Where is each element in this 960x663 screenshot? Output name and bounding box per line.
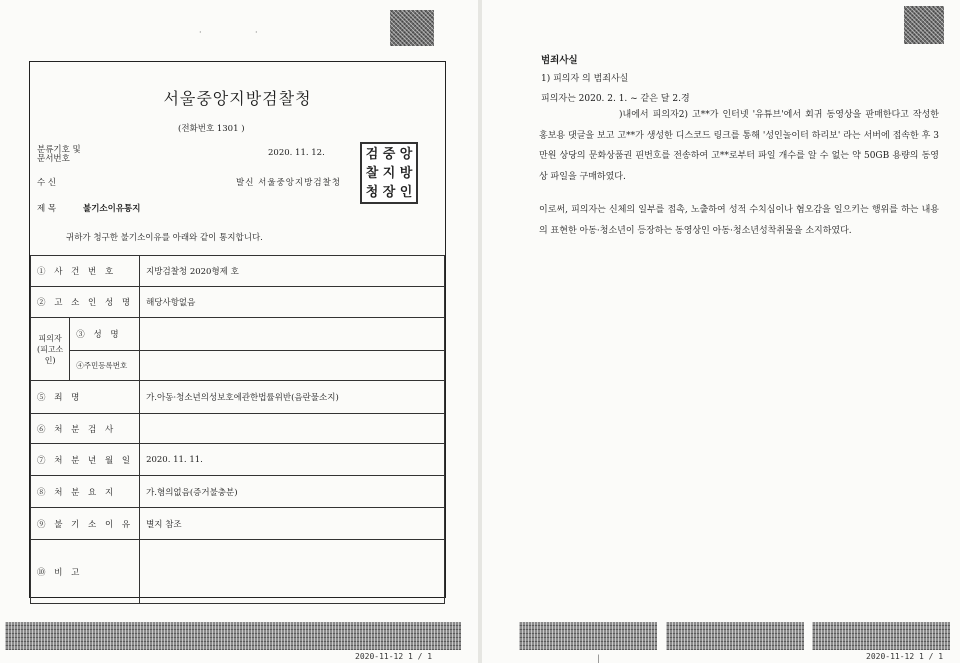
table-row bbox=[31, 287, 445, 318]
complainant-label: ② 고 소 인 성 명 bbox=[31, 287, 140, 318]
suspect-group-text: 피의자 bbox=[38, 333, 62, 343]
right-page-footer: 2020-11-12 1 / 1 bbox=[866, 652, 944, 661]
redacted-footer-band bbox=[5, 622, 461, 650]
seal-character: 검 bbox=[365, 147, 379, 162]
suspect-group-label bbox=[31, 318, 70, 381]
seal-character: 방 bbox=[399, 166, 413, 181]
recipient-label: 수 신 bbox=[37, 178, 57, 188]
facts-line-1: 1) 피의자 의 범죄사실 bbox=[541, 74, 629, 84]
disposition-summary-value: 가.혐의없음(증거불충분) bbox=[140, 476, 445, 508]
notice-form bbox=[29, 61, 446, 598]
table-row bbox=[31, 414, 445, 444]
intro-text: 귀하가 청구한 불기소이유를 아래와 같이 통지합니다. bbox=[66, 233, 263, 243]
suspect-name-value bbox=[140, 318, 445, 351]
redaction-stamp bbox=[390, 10, 434, 46]
table-row bbox=[31, 256, 445, 287]
charge-label: ⑤ 죄 명 bbox=[31, 381, 140, 414]
seal-character: 청 bbox=[365, 185, 379, 200]
complainant-value: 해당사항없음 bbox=[140, 287, 445, 318]
table-row bbox=[31, 508, 445, 540]
seal-character: 중 bbox=[382, 147, 396, 162]
redacted-footer-band bbox=[519, 622, 657, 650]
suspect-group-subtext: (피고소인) bbox=[36, 344, 64, 365]
table-row bbox=[31, 444, 445, 476]
disposition-summary-label: ⑧ 처 분 요 지 bbox=[31, 476, 140, 508]
seal-character: 인 bbox=[399, 185, 413, 200]
subject-value: 불기소이유통지 bbox=[83, 204, 141, 214]
official-seal bbox=[360, 142, 418, 204]
office-title: 서울중앙지방검찰청 bbox=[163, 89, 312, 108]
facts-paragraph-2: 이로써, 피의자는 신체의 일부를 접촉, 노출하여 성적 수치심이나 혐오감을 일으키는 행위를 하는 내용의 표현한 아동·청소년이 등장하는 동영상인 아동·청소년성착취물을 소지하였다. bbox=[539, 205, 939, 236]
info-table bbox=[30, 255, 445, 604]
redacted-footer-band bbox=[666, 622, 804, 650]
seal-character: 찰 bbox=[365, 166, 379, 181]
table-row bbox=[31, 540, 445, 604]
disposition-date-label: ⑦ 처 분 년 월 일 bbox=[31, 444, 140, 476]
seal-character: 지 bbox=[382, 166, 396, 181]
table-row bbox=[31, 318, 445, 351]
table-row bbox=[31, 476, 445, 508]
suspect-id-value bbox=[140, 351, 445, 381]
table-row bbox=[31, 381, 445, 414]
suspect-id-label: ④주민등록번호 bbox=[70, 351, 140, 381]
doc-number-label bbox=[37, 146, 81, 164]
doc-date: 2020. 11. 12. bbox=[268, 148, 325, 158]
case-number-value: 지방검찰청 2020형제 호 bbox=[140, 256, 445, 287]
remarks-value bbox=[140, 540, 445, 604]
prosecutor-label: ⑥ 처 분 검 사 bbox=[31, 414, 140, 444]
reason-label: ⑨ 불 기 소 이 유 bbox=[31, 508, 140, 540]
subject-label: 제 목 bbox=[37, 204, 57, 214]
suspect-name-label: ③ 성 명 bbox=[70, 318, 140, 351]
case-number-label: ① 사 건 번 호 bbox=[31, 256, 140, 287]
scan-mark: | bbox=[597, 654, 600, 663]
facts-paragraph-1: )내에서 피의자2) 고**가 인터넷 '유튜브'에서 회귀 동영상을 판매한다고 작성한 홍보용 댓글을 보고 고**가 생성한 디스코드 링크를 통해 '성인놀이터 하리보' 라는 서버에 접속한 후 3만원 상당의 문화상품권 핀번호를 전송하여 고**로부터 파일 개수를 알 수 없는 약 50GB 용량의 동영상 파일을 구매하였다. bbox=[539, 110, 939, 182]
phone-line: (전화번호 1301 ) bbox=[178, 124, 245, 134]
reason-value: 별지 참조 bbox=[140, 508, 445, 540]
scan-mark: · bbox=[199, 28, 202, 37]
seal-character: 장 bbox=[382, 185, 396, 200]
disposition-date-value: 2020. 11. 11. bbox=[140, 444, 445, 476]
prosecutor-value bbox=[140, 414, 445, 444]
seal-character: 앙 bbox=[399, 147, 413, 162]
doc-number-text: 문서번호 bbox=[37, 154, 70, 164]
redacted-footer-band bbox=[812, 622, 950, 650]
left-page-footer: 2020-11-12 1 / 1 bbox=[355, 652, 433, 661]
sender-line: 발신 서울중앙지방검찰청 bbox=[236, 178, 342, 188]
facts-line-2: 피의자는 2020. 2. 1. ~ 같은 달 2.경 bbox=[541, 94, 690, 104]
doc-number-sublabel: 분류기호 및 bbox=[37, 145, 81, 155]
facts-heading: 범죄사실 bbox=[541, 55, 578, 66]
scan-mark: · bbox=[255, 28, 258, 37]
redaction-stamp bbox=[904, 6, 944, 44]
table-row bbox=[31, 351, 445, 381]
charge-value: 가.아동·청소년의성보호에관한법률위반(음란물소지) bbox=[140, 381, 445, 414]
remarks-label: ⑩ 비 고 bbox=[31, 540, 140, 604]
